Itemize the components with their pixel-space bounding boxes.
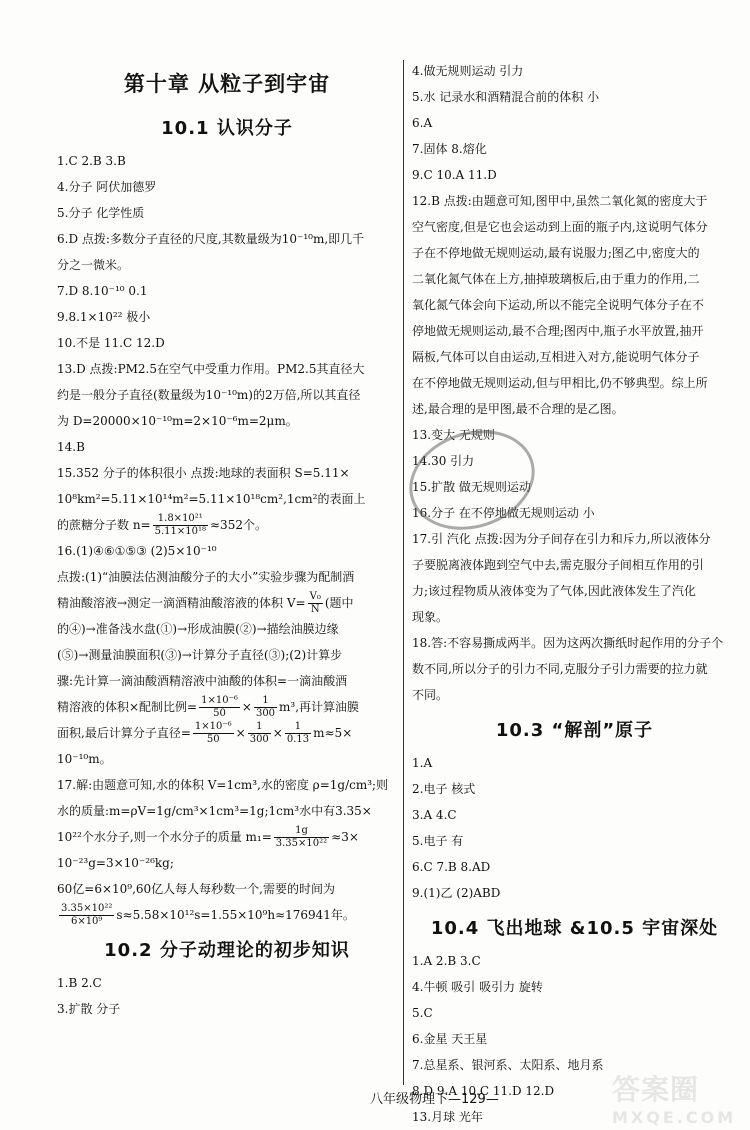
text: m≈5× <box>313 726 353 740</box>
fraction <box>199 695 240 720</box>
answer-line: 约是一般分子直径(数量级为10⁻¹⁰m)的2万倍,所以其直径 <box>57 388 361 402</box>
answer-line: 12.B 点拨:由题意可知,图甲中,虽然二氧化氮的密度大于 <box>412 194 708 208</box>
section-title-10-3: 10.3 “解剖”原子 <box>495 720 654 741</box>
answer-line: 13.变大 无规则 <box>412 428 495 442</box>
answer-line-fraction <box>57 902 397 928</box>
text: 的蔗糖分子数 n= <box>57 518 151 532</box>
answer-line: 数不同,所以分子的引力不同,克服分子引力需要的拉力就 <box>412 662 708 676</box>
denominator: N <box>310 604 320 615</box>
section-title-10-4: 10.4 飞出地球 &10.5 宇宙深处 <box>430 918 719 939</box>
section-title-10-2: 10.2 分子动理论的初步知识 <box>104 940 350 961</box>
answer-line: 16.(1)④⑥①⑤③ (2)5×10⁻¹⁰ <box>57 544 217 558</box>
answer-line: 1.B 2.C <box>57 976 102 990</box>
answer-line: 10.不是 11.C 12.D <box>57 336 165 350</box>
numerator: 1×10⁻⁶ <box>194 721 232 732</box>
numerator: V₀ <box>309 591 321 602</box>
fraction <box>153 513 208 538</box>
answer-line: 15.352 分子的体积很小 点拨:地球的表面积 S=5.11× <box>57 466 350 480</box>
text: × <box>235 726 246 740</box>
denominator: 300 <box>255 708 276 719</box>
numerator: 3.35×10²² <box>61 903 113 914</box>
answer-line: 5.水 记录水和酒精混合前的体积 小 <box>412 90 600 104</box>
answer-line: 点拨:(1)“油膜法估测油酸分子的大小”实验步骤为配制酒 <box>57 570 355 584</box>
answer-line: 的④)→准备浅水盘(①)→形成油膜(②)→描绘油膜边缘 <box>57 622 339 636</box>
answer-line: 2.电子 核式 <box>412 782 476 796</box>
answer-line: 力;该过程物质从液体变为了气体,因此液体发生了汽化 <box>412 584 696 598</box>
answer-line: 4.做无规则运动 引力 <box>412 64 524 78</box>
answer-line: 6.金星 天王星 <box>412 1032 488 1046</box>
answer-line: 7.总星系、银河系、太阳系、地月系 <box>412 1058 604 1072</box>
answer-line: 不同。 <box>412 688 449 702</box>
answer-line: 二氧化氮气体在上方,抽掉玻璃板后,由于重力的作用,二 <box>412 272 700 286</box>
answer-line: 5.C <box>412 1006 433 1020</box>
answer-line: 5.分子 化学性质 <box>57 206 145 220</box>
answer-line: 9.8.1×10²² 极小 <box>57 310 151 324</box>
answer-line: 氧化氮气体会向下运动,所以不能完全说明气体分子在不 <box>412 298 704 312</box>
text: ≈352个。 <box>210 518 267 532</box>
answer-line: 3.扩散 分子 <box>57 1002 121 1016</box>
answer-line: 14.30 引力 <box>412 454 475 468</box>
answer-line: 17.引 汽化 点拨:因为分子间存在引力和斥力,所以液体分 <box>412 532 711 546</box>
site-watermark <box>612 1068 736 1127</box>
answer-line: 子在不停地做无规则运动,最有说服力;图乙中,密度大的 <box>412 246 700 260</box>
answer-line: 13.月球 光年 <box>412 1110 483 1124</box>
answer-line: 述,最合理的是甲图,最不合理的是乙图。 <box>412 402 624 416</box>
chapter-title: 第十章 从粒子到宇宙 <box>123 72 331 96</box>
answer-line: 7.D 8.10⁻¹⁰ 0.1 <box>57 284 148 298</box>
numerator: 1 <box>285 721 311 734</box>
page-footer: 八年级物理下—129— <box>370 1092 499 1107</box>
answer-line: 10⁻¹⁰m。 <box>57 752 112 766</box>
fraction <box>308 591 323 616</box>
text: 精油酸溶液→测定一滴酒精油酸溶液的体积 V= <box>57 596 306 610</box>
answer-line: 15.扩散 做无规则运动 <box>412 480 531 494</box>
answer-line: 6.A <box>412 116 433 130</box>
fraction <box>193 721 234 746</box>
fraction <box>285 721 311 746</box>
denominator: 6×10⁹ <box>70 916 103 927</box>
fraction <box>59 903 114 928</box>
answer-line: 6.D 点拨:多数分子直径的尺度,其数量级为10⁻¹⁰m,即几千 <box>57 232 365 246</box>
answer-line: 4.分子 阿伏加德罗 <box>57 180 157 194</box>
text: 精溶液的体积×配制比例= <box>57 700 198 714</box>
denominator: 50 <box>206 734 220 745</box>
text: ≈3× <box>331 830 359 844</box>
answer-line: 5.电子 有 <box>412 834 464 848</box>
watermark-text: 答案圈 <box>612 1073 700 1106</box>
answer-line: (⑤)→测量油膜面积(③)→计算分子直径(③);(2)计算步 <box>57 648 343 662</box>
answer-line: 停地做无规则运动,最不合理;图丙中,瓶子水平放置,抽开 <box>412 324 704 338</box>
text: (题中 <box>324 596 354 610</box>
answer-line-fraction <box>57 590 397 616</box>
denominator: 0.13 <box>286 734 310 745</box>
answer-line: 16.分子 在不停地做无规则运动 小 <box>412 506 595 520</box>
answer-line-fraction <box>57 824 397 850</box>
section-title-10-1: 10.1 认识分子 <box>161 118 293 139</box>
numerator: 1 <box>248 721 271 734</box>
answer-line: 9.(1)乙 (2)ABD <box>412 886 501 900</box>
answer-line: 10⁻²³g=3×10⁻²⁶kg; <box>57 856 174 870</box>
answer-line: 14.B <box>57 440 85 454</box>
text: × <box>241 700 252 714</box>
numerator: 1g <box>274 825 329 838</box>
answer-line: 18.答:不容易撕成两半。因为这两次撕纸时起作用的分子个 <box>412 636 724 650</box>
answer-line: 隔板,气体可以自由运动,互相进入对方,能说明气体分子 <box>412 350 700 364</box>
answer-line: 60亿=6×10⁹,60亿人每人每秒数一个,需要的时间为 <box>57 882 335 896</box>
answer-line: 3.A 4.C <box>412 808 457 822</box>
column-divider <box>403 60 404 1085</box>
answer-line: 现象。 <box>412 610 449 624</box>
numerator: 1.8×10²¹ <box>153 513 208 526</box>
text: 10²²个水分子,则一个水分子的质量 m₁= <box>57 830 272 844</box>
answer-line-fraction <box>57 512 397 538</box>
answer-line: 1.C 2.B 3.B <box>57 154 126 168</box>
answer-line: 骤:先计算一滴油酸酒精溶液中油酸的体积=一滴油酸酒 <box>57 674 348 688</box>
fraction <box>248 721 271 746</box>
fraction <box>254 695 277 720</box>
answer-line: 为 D=20000×10⁻¹⁰m=2×10⁻⁶m=2μm。 <box>57 414 298 428</box>
answer-line: 空气密度,但是它也会运动到上面的瓶子内,这说明气体分 <box>412 220 708 234</box>
answer-line: 9.C 10.A 11.D <box>412 168 497 182</box>
answer-line: 分之一微米。 <box>57 258 130 272</box>
answer-line: 7.固体 8.熔化 <box>412 142 487 156</box>
text: s≈5.58×10¹²s=1.55×10⁹h≈176941年。 <box>116 908 355 922</box>
denominator: 300 <box>249 734 269 745</box>
left-column <box>57 58 397 1022</box>
watermark-subtext: MXQE.COM <box>612 1108 737 1127</box>
answer-line: 6.C 7.B 8.AD <box>412 860 491 874</box>
denominator: 5.11×10¹⁸ <box>154 526 206 537</box>
text: 面积,最后计算分子直径= <box>57 726 191 740</box>
answer-line: 子要脱离液体跑到空气中去,需克服分子间相互作用的引 <box>412 558 704 572</box>
denominator: 3.35×10²² <box>275 838 328 849</box>
text: × <box>272 726 283 740</box>
answer-line: 水的质量:m=ρV=1g/cm³×1cm³=1g;1cm³水中有3.35× <box>57 804 372 818</box>
answer-line: 17.解:由题意可知,水的体积 V=1cm³,水的密度 ρ=1g/cm³;则 <box>57 778 389 792</box>
denominator: 50 <box>213 708 226 719</box>
numerator: 1×10⁻⁶ <box>201 695 238 706</box>
answer-line: 4.牛顿 吸引 吸引力 旋转 <box>412 980 543 994</box>
fraction <box>274 825 329 850</box>
answer-line: 1.A 2.B 3.C <box>412 954 481 968</box>
answer-line: 1.A <box>412 756 433 770</box>
answer-line-fraction <box>57 694 397 720</box>
answer-line: 在不停地做无规则运动,但与甲相比,仍不够典型。综上所 <box>412 376 708 390</box>
answer-line: 8.D 9.A 10.C 11.D 12.D <box>412 1084 555 1098</box>
numerator: 1 <box>254 695 277 708</box>
right-column <box>412 58 737 1130</box>
answer-line-fraction <box>57 720 397 746</box>
text: m³,再计算油膜 <box>279 700 360 714</box>
answer-line: 10⁸km²=5.11×10¹⁴m²=5.11×10¹⁸cm²,1cm²的表面上 <box>57 492 366 506</box>
answer-line: 13.D 点拨:PM2.5在空气中受重力作用。PM2.5其直径大 <box>57 362 365 376</box>
